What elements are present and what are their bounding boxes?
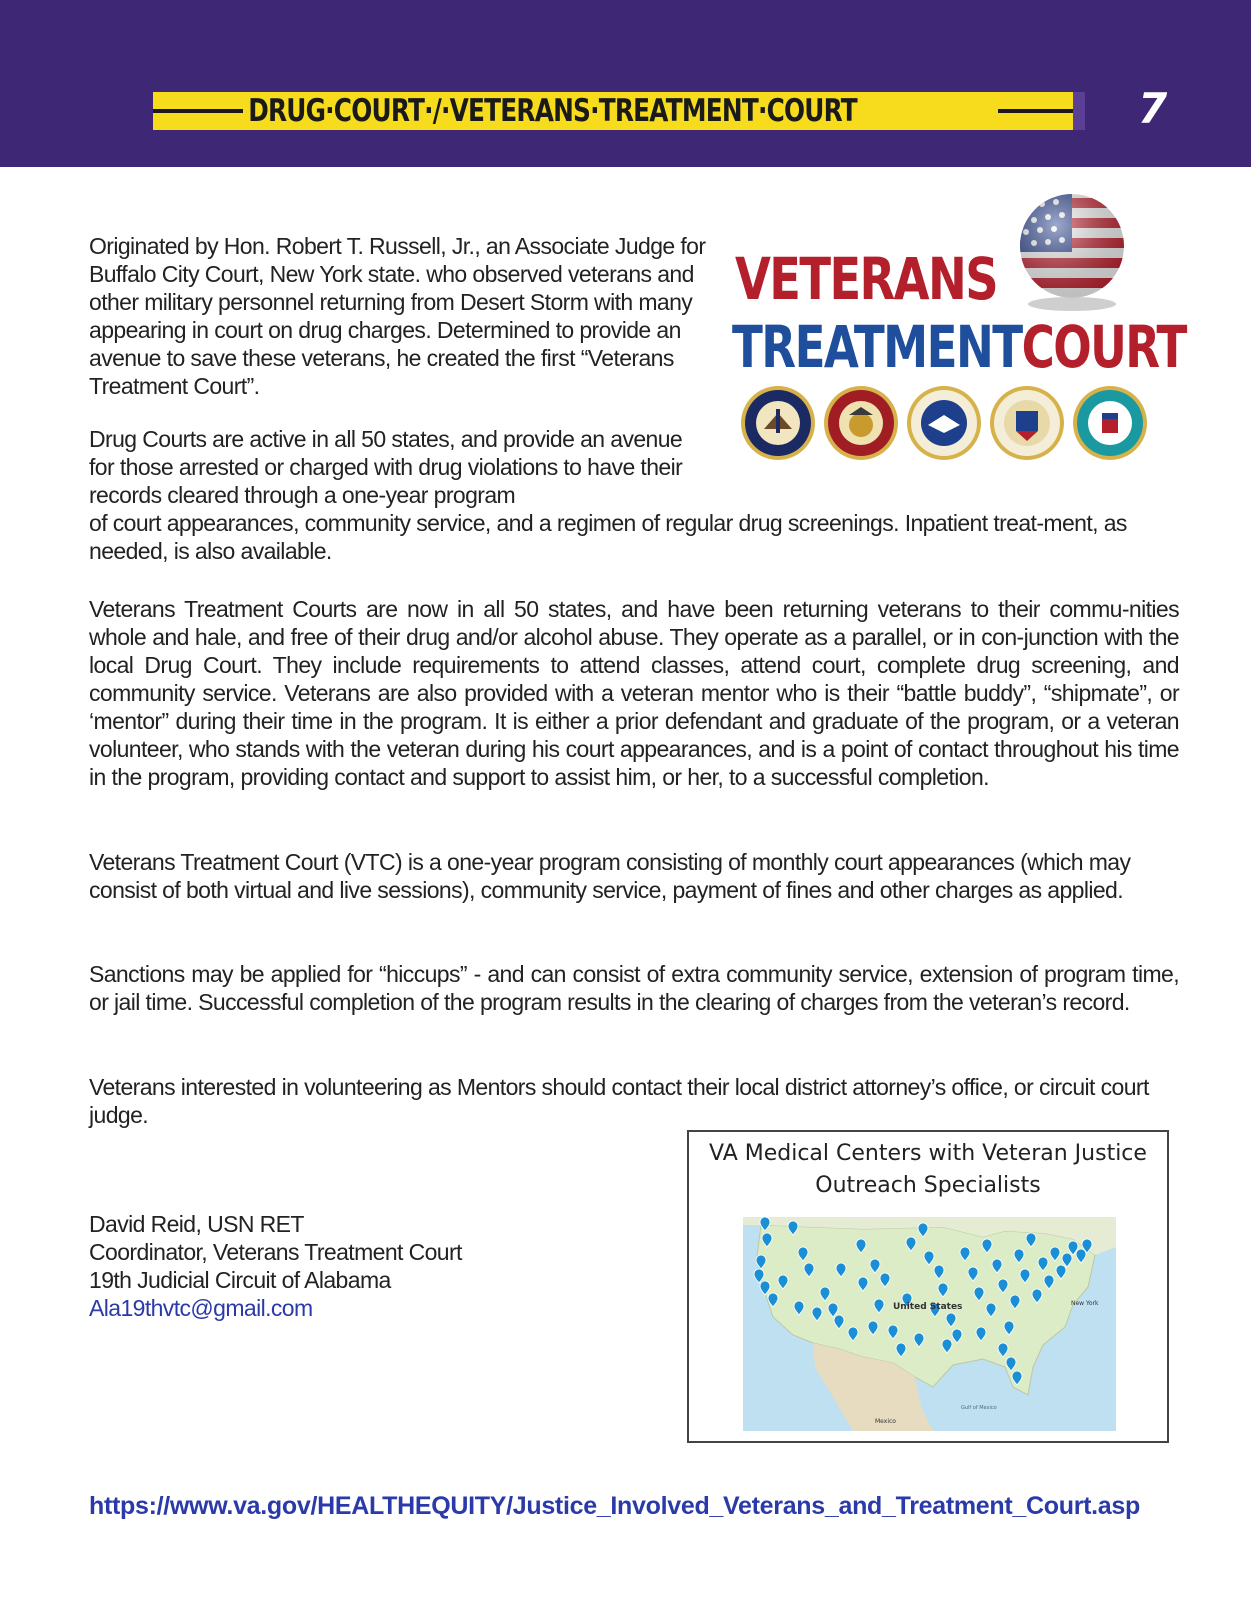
map-label-gulf: Gulf of Mexico <box>961 1405 997 1411</box>
signature-name: David Reid, USN RET <box>89 1211 304 1237</box>
logo-word-veterans: VETERANS <box>735 245 998 313</box>
map-label-new-york: New York <box>1071 1300 1099 1307</box>
paragraph-sanctions: Sanctions may be applied for “hiccups” - and can consist of extra community service, extension of program time, or jail time. Successful completion of the program results in the clearing of charges from the veteran’s record. <box>89 961 1179 1015</box>
paragraph-drug-courts <box>89 425 1179 565</box>
logo-word-treatment: TREATMENT <box>732 313 1022 381</box>
page-number: 7 <box>1138 84 1168 133</box>
map-title-line1: VA Medical Centers with Veteran Justice <box>709 1141 1147 1166</box>
source-url-link[interactable]: https://www.va.gov/HEALTHEQUITY/Justice_Involved_Veterans_and_Treatment_Court.asp <box>89 1492 1140 1520</box>
paragraph-drug-courts-rest: of court appearances, community service, and a regimen of regular drug screenings. Inpatient treat-ment, as needed, is also available. <box>89 510 1127 564</box>
signature-org: 19th Judicial Circuit of Alabama <box>89 1267 391 1293</box>
paragraph-origin: Originated by Hon. Robert T. Russell, Jr., an Associate Judge for Buffalo City Court, New York state. who observed veterans and other military personnel returning from Desert Storm with many appearing in court on drug charges. Determined to provide an avenue to save these veterans, he created the first “Veterans Treatment Court”. <box>89 233 706 399</box>
paragraph-mentors: Veterans interested in volunteering as Mentors should contact their local district attorney’s office, or circuit court judge. <box>89 1074 1149 1128</box>
section-title-bar <box>153 92 1085 130</box>
logo-word-treatment-court <box>732 313 1186 381</box>
us-map <box>743 1217 1116 1431</box>
paragraph-vtc-overview: Veterans Treatment Courts are now in all 50 states, and have been returning veterans to their commu-nities whole and hale, and free of their drug and/or alcohol abuse. They operate as a parallel, or in con-junction with the local Drug Court. They include requirements to attend classes, attend court, complete drug screening, and community service. Veterans are also provided with a veteran mentor who is their “battle buddy”, “shipmate”, or ‘mentor” during their time in the program. It is either a prior defendant and graduate of the program, or a veteran volunteer, who stands with the veteran during his court appearances, and is a point of contact throughout his time in the program, providing contact and support to assist him, or her, to a successful completion. <box>89 596 1179 790</box>
paragraph-vtc-program: Veterans Treatment Court (VTC) is a one-year program consisting of monthly court appearances (which may consist of both virtual and live sessions), community service, payment of fines and other charges as applied. <box>89 849 1131 903</box>
map-title <box>689 1138 1167 1202</box>
title-rule-right <box>998 109 1073 113</box>
logo-word-court: COURT <box>1021 313 1186 381</box>
title-rule-left <box>153 109 243 113</box>
signature-block <box>89 1210 462 1322</box>
header-band <box>0 0 1251 167</box>
signature-title: Coordinator, Veterans Treatment Court <box>89 1239 462 1265</box>
signature-email-link[interactable]: Ala19thvtc@gmail.com <box>89 1295 313 1321</box>
map-title-line2: Outreach Specialists <box>815 1173 1041 1198</box>
va-map-figure <box>687 1130 1169 1443</box>
map-label-united-states: United States <box>893 1302 963 1312</box>
paragraph-drug-courts-intro: Drug Courts are active in all 50 states, and provide an avenue for those arrested or charged with drug violations to have their records cleared through a one-year program <box>89 426 683 508</box>
section-title: DRUG·COURT·/·VETERANS·TREATMENT·COURT <box>245 92 860 130</box>
map-label-mexico: Mexico <box>875 1418 896 1425</box>
globe-flag-icon <box>1010 190 1135 315</box>
